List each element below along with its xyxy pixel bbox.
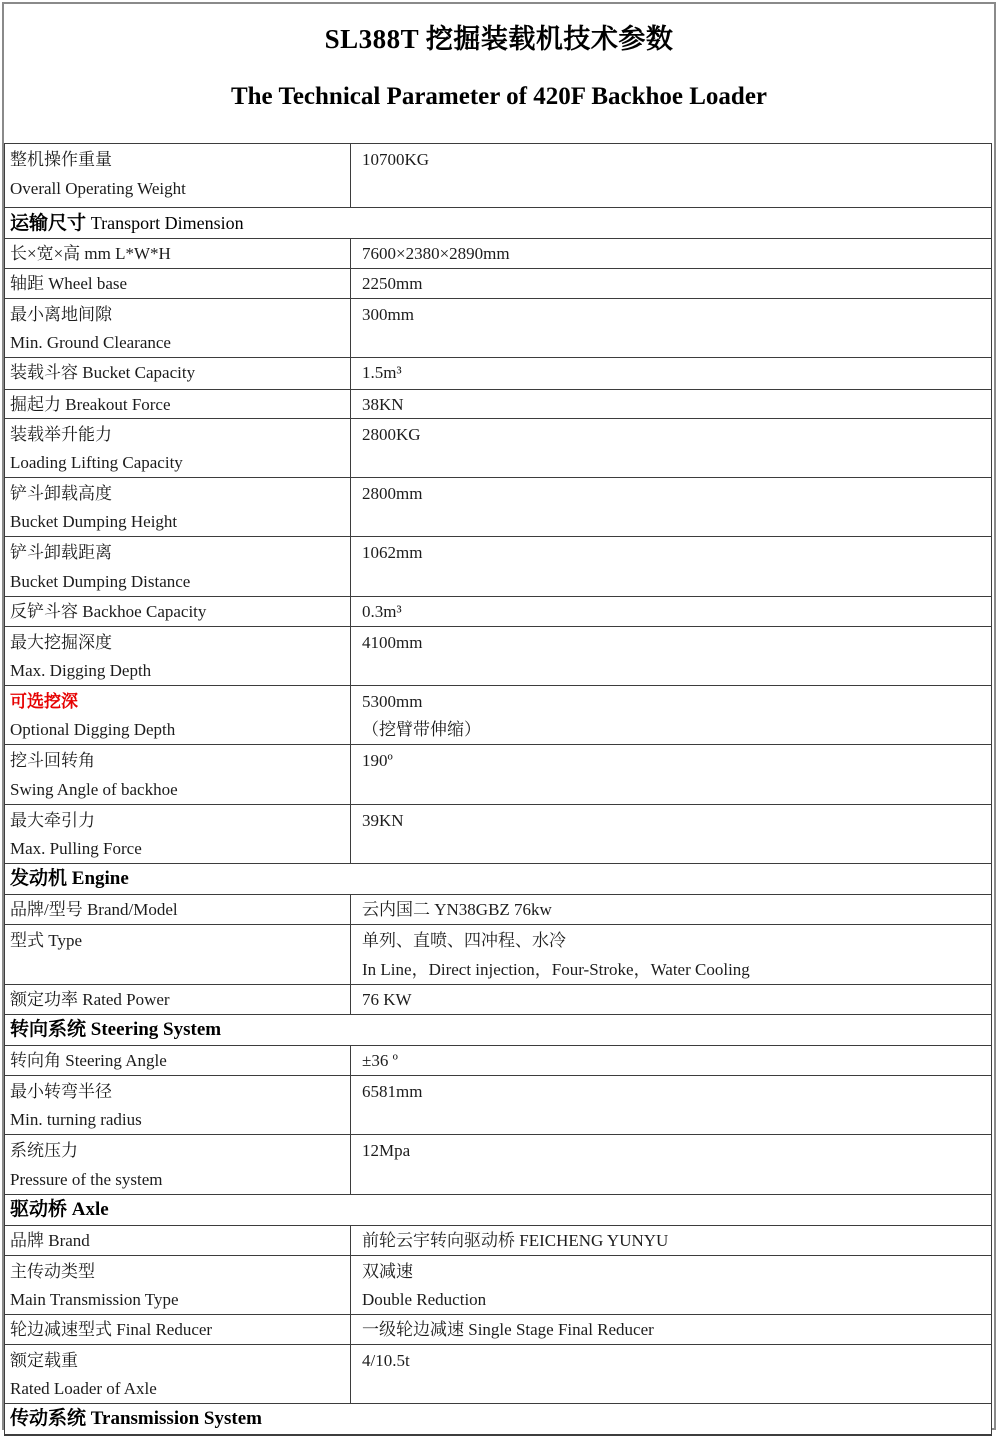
param-value	[351, 1076, 991, 1134]
section-row	[5, 1404, 991, 1435]
section-title-en: Engine	[71, 868, 129, 889]
label-line: 最小转弯半径	[10, 1082, 112, 1101]
label-line: 品牌 Brand	[10, 1231, 90, 1250]
label-line: 铲斗卸载高度	[10, 484, 112, 503]
section-title-zh: 转向系统	[10, 1019, 91, 1040]
label-line: Min. turning radius	[10, 1110, 142, 1129]
label-line: Min. Ground Clearance	[10, 333, 171, 352]
param-label	[5, 419, 351, 477]
table-row	[5, 419, 991, 478]
table-row	[5, 269, 991, 299]
label-line: Rated Loader of Axle	[10, 1379, 157, 1398]
param-value	[351, 390, 991, 418]
table-row	[5, 895, 991, 925]
label-line: 最小离地间隙	[10, 305, 112, 324]
value-line: 10700KG	[362, 150, 430, 169]
spec-table	[4, 143, 992, 1436]
section-row	[5, 208, 991, 239]
param-label	[5, 805, 351, 863]
param-value	[351, 239, 991, 268]
param-label	[5, 745, 351, 804]
table-row	[5, 1256, 991, 1315]
value-line: 1062mm	[362, 543, 423, 562]
label-line: 掘起力 Breakout Force	[10, 395, 171, 414]
param-label	[5, 299, 351, 357]
label-line: Bucket Dumping Height	[10, 512, 178, 531]
param-label	[5, 985, 351, 1014]
label-line: Max. Pulling Force	[10, 839, 142, 858]
param-value	[351, 686, 991, 744]
param-label	[5, 269, 351, 298]
value-line: 单列、直喷、四冲程、水冷	[362, 931, 566, 950]
param-label	[5, 537, 351, 596]
label-line: 最大牵引力	[10, 811, 95, 830]
table-row	[5, 537, 991, 597]
value-line: 2250mm	[362, 274, 423, 293]
table-row	[5, 358, 991, 390]
label-line: Optional Digging Depth	[10, 720, 176, 739]
label-line: Loading Lifting Capacity	[10, 453, 183, 472]
table-row	[5, 390, 991, 419]
label-line: Bucket Dumping Distance	[10, 571, 191, 591]
section-row	[5, 1015, 991, 1046]
table-row	[5, 1226, 991, 1256]
value-line: 5300mm	[362, 692, 423, 711]
section-title-en: Transport Dimension	[90, 213, 244, 233]
table-row	[5, 985, 991, 1015]
label-line: 额定功率 Rated Power	[10, 990, 170, 1009]
param-value	[351, 299, 991, 357]
table-row	[5, 1345, 991, 1404]
param-value	[351, 1226, 991, 1255]
value-line: 300mm	[362, 305, 414, 324]
param-label	[5, 895, 351, 924]
param-label	[5, 239, 351, 268]
param-value	[351, 537, 991, 596]
value-line: 1.5m³	[362, 363, 402, 382]
param-label	[5, 358, 351, 389]
value-line: 云内国二 YN38GBZ 76kw	[362, 900, 552, 919]
label-line: 转向角 Steering Angle	[10, 1051, 167, 1070]
param-label	[5, 925, 351, 984]
section-title-en: Steering System	[90, 1019, 222, 1040]
param-value	[351, 419, 991, 477]
table-row	[5, 1315, 991, 1345]
table-row	[5, 925, 991, 985]
value-line: 190º	[362, 751, 393, 770]
label-line: Overall Operating Weight	[10, 179, 186, 198]
value-line: 2800KG	[362, 425, 421, 444]
label-line: 装载斗容 Bucket Capacity	[10, 363, 196, 382]
label-line: Main Transmission Type	[10, 1290, 179, 1309]
label-line: 装载举升能力	[10, 425, 112, 444]
label-line: Max. Digging Depth	[10, 661, 152, 680]
param-label	[5, 1076, 351, 1134]
param-value	[351, 895, 991, 924]
param-label	[5, 1135, 351, 1194]
value-line: 2800mm	[362, 484, 423, 503]
label-line: 整机操作重量	[10, 150, 112, 169]
value-line: 38KN	[362, 395, 404, 414]
param-label	[5, 1315, 351, 1344]
param-value	[351, 745, 991, 804]
label-line: Pressure of the system	[10, 1169, 163, 1189]
table-row	[5, 686, 991, 745]
value-line: 4/10.5t	[362, 1351, 410, 1370]
param-label	[5, 1256, 351, 1314]
value-line: 12Mpa	[362, 1141, 411, 1160]
param-value	[351, 269, 991, 298]
value-line: 0.3m³	[362, 602, 402, 621]
label-line: 铲斗卸载距离	[10, 543, 112, 562]
param-label	[5, 144, 351, 207]
param-value	[351, 1256, 991, 1314]
page-title-zh: SL388T 挖掘装载机技术参数	[324, 24, 674, 54]
table-row	[5, 627, 991, 686]
param-label	[5, 1046, 351, 1075]
label-line: 轴距 Wheel base	[10, 274, 128, 293]
param-label	[5, 1226, 351, 1255]
value-line: 一级轮边减速 Single Stage Final Reducer	[362, 1320, 654, 1339]
table-row	[5, 144, 991, 208]
label-line: 额定载重	[10, 1351, 78, 1370]
section-title-zh: 发动机	[10, 868, 72, 889]
param-value	[351, 985, 991, 1014]
section-title-zh: 传动系统	[10, 1408, 91, 1429]
param-value	[351, 1135, 991, 1194]
section-title-zh: 运输尺寸	[10, 213, 91, 234]
param-label	[5, 1345, 351, 1403]
param-label	[5, 686, 351, 744]
value-line: 前轮云宇转向驱动桥 FEICHENG YUNYU	[362, 1231, 669, 1250]
param-label	[5, 627, 351, 685]
value-line: 76 KW	[362, 990, 412, 1009]
label-line: 型式 Type	[10, 931, 82, 950]
value-line: Double Reduction	[362, 1290, 487, 1309]
value-line: 双减速	[362, 1262, 413, 1281]
page-title-en: The Technical Parameter of 420F Backhoe Loader	[230, 83, 768, 110]
param-label	[5, 390, 351, 418]
label-line: 轮边减速型式 Final Reducer	[10, 1320, 213, 1339]
label-line: 反铲斗容 Backhoe Capacity	[10, 602, 207, 621]
param-value	[351, 358, 991, 389]
table-row	[5, 299, 991, 358]
label-line: 可选挖深	[10, 692, 78, 711]
label-line: 挖斗回转角	[10, 751, 95, 770]
param-label	[5, 597, 351, 626]
param-value	[351, 925, 991, 984]
param-value	[351, 1046, 991, 1075]
label-line: Swing Angle of backhoe	[10, 779, 178, 799]
table-row	[5, 1135, 991, 1195]
param-label	[5, 478, 351, 536]
param-value	[351, 597, 991, 626]
param-value	[351, 1315, 991, 1344]
value-line: In Line，Direct injection，Four-Stroke，Water Cooling	[362, 959, 750, 979]
value-line: 6581mm	[362, 1082, 423, 1101]
param-value	[351, 805, 991, 863]
label-line: 主传动类型	[10, 1262, 95, 1281]
section-title-en: Axle	[71, 1199, 109, 1220]
table-row	[5, 1046, 991, 1076]
label-line: 系统压力	[10, 1141, 78, 1160]
table-row	[5, 597, 991, 627]
value-line: ±36 º	[362, 1051, 398, 1070]
value-line: 4100mm	[362, 633, 423, 652]
label-line: 品牌/型号 Brand/Model	[10, 900, 178, 919]
param-value	[351, 1345, 991, 1403]
value-line: （挖臂带伸缩）	[362, 720, 481, 739]
value-line: 39KN	[362, 811, 404, 830]
table-row	[5, 805, 991, 864]
section-row	[5, 864, 991, 895]
param-value	[351, 478, 991, 536]
table-row	[5, 478, 991, 537]
table-row	[5, 1076, 991, 1135]
label-line: 长×宽×高 mm L*W*H	[10, 244, 171, 263]
param-value	[351, 144, 991, 207]
section-title-zh: 驱动桥	[10, 1199, 72, 1220]
param-value	[351, 627, 991, 685]
section-title-en: Transmission System	[90, 1408, 262, 1429]
label-line: 最大挖掘深度	[10, 633, 112, 652]
section-row	[5, 1195, 991, 1226]
value-line: 7600×2380×2890mm	[362, 244, 510, 263]
table-row	[5, 745, 991, 805]
table-row	[5, 239, 991, 269]
